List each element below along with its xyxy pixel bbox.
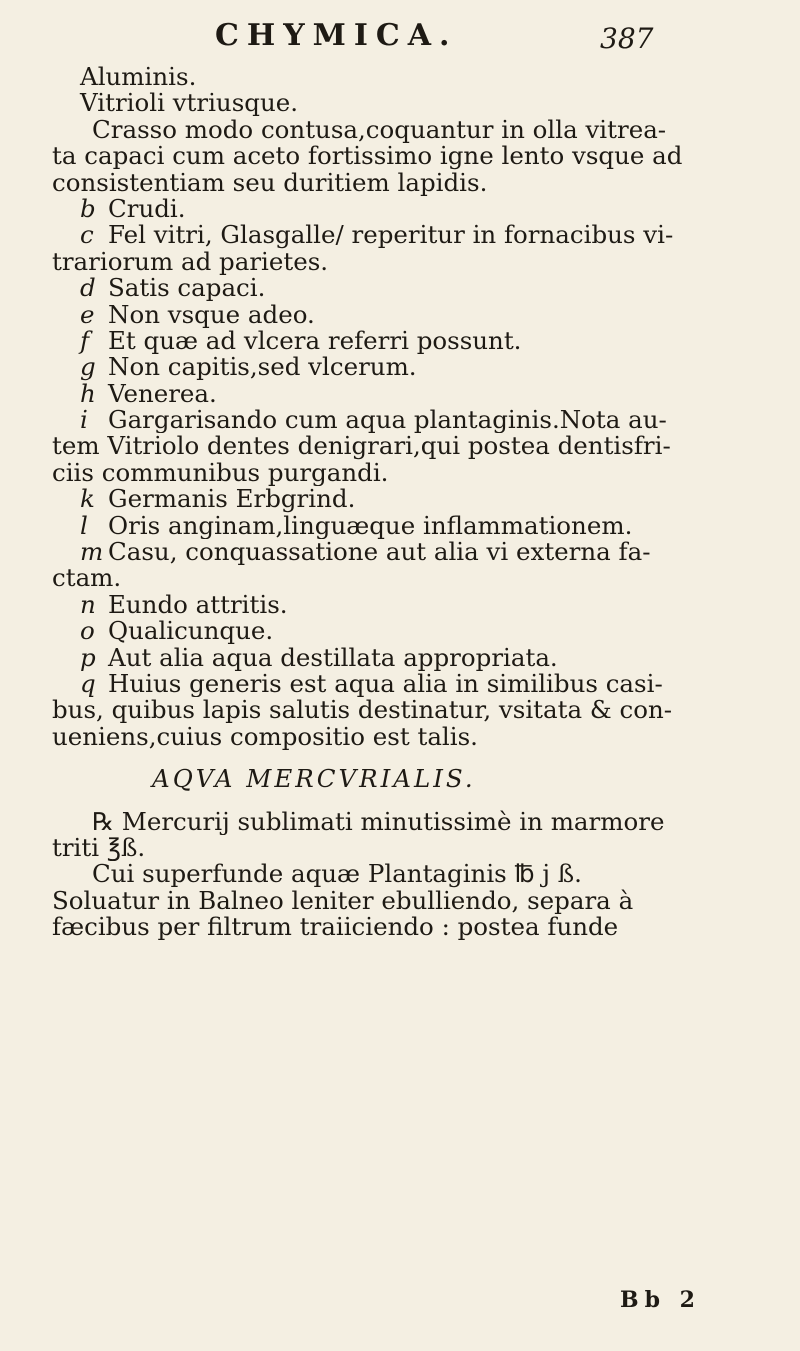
text-line — [52, 592, 772, 618]
running-head: CHYMICA. — [215, 18, 458, 53]
line-text: fæcibus per filtrum traiiciendo : postea funde — [52, 914, 619, 941]
text-line — [52, 354, 772, 380]
line-text: Crasso modo contusa,coquantur in olla vitrea- — [92, 116, 667, 144]
text-line — [52, 724, 772, 750]
note-marker: k — [80, 486, 95, 513]
note-marker: i — [80, 407, 88, 434]
line-text: Oris anginam,linguæque inflammationem. — [108, 512, 633, 540]
line-text: ctam. — [52, 565, 122, 592]
body-text — [52, 64, 772, 941]
signature-mark: Bb 2 — [620, 1287, 701, 1313]
text-line — [52, 64, 772, 90]
line-text: Et quæ ad vlcera referri possunt. — [108, 327, 522, 355]
line-text: Satis capaci. — [108, 275, 266, 302]
line-text: Fel vitri, Glasgalle/ reperitur in fornacibus vi- — [108, 222, 674, 249]
page-header — [0, 18, 800, 60]
section-heading: AQVA MERCVRIALIS. — [152, 766, 476, 793]
text-line — [52, 671, 772, 697]
note-marker: f — [80, 327, 90, 355]
note-marker: n — [80, 591, 96, 619]
text-line — [52, 275, 772, 301]
note-marker: e — [80, 301, 95, 328]
text-line — [52, 565, 772, 591]
line-text: tem Vitriolo dentes denigrari,qui postea dentisfri- — [52, 433, 671, 460]
text-line — [52, 486, 772, 512]
note-marker: g — [80, 354, 96, 381]
text-line — [52, 170, 772, 196]
text-line — [52, 460, 772, 486]
line-text: Soluatur in Balneo leniter ebulliendo, separa à — [52, 887, 634, 915]
text-line — [52, 888, 772, 914]
line-text: Eundo attritis. — [108, 591, 288, 619]
line-text: bus, quibus lapis salutis destinatur, vsitata & con- — [52, 697, 673, 724]
text-line — [52, 407, 772, 433]
note-marker: p — [80, 644, 96, 671]
text-line — [52, 381, 772, 407]
line-text: Gargarisando cum aqua plantaginis.Nota au- — [108, 407, 667, 434]
line-text: ℞ Mercurij sublimati minutissimè in marmore — [92, 808, 665, 835]
note-marker: b — [80, 195, 96, 223]
line-text: ta capaci cum aceto fortissimo igne lento vsque ad — [52, 143, 683, 170]
note-marker: o — [80, 618, 95, 645]
text-line — [52, 697, 772, 723]
page-footer — [0, 1287, 800, 1317]
note-marker: h — [80, 380, 96, 408]
text-line — [52, 645, 772, 671]
line-text: Non vsque adeo. — [108, 301, 315, 328]
line-text: consistentiam seu duritiem lapidis. — [52, 169, 488, 196]
note-marker: m — [80, 539, 104, 566]
line-text: Huius generis est aqua alia in similibus casi- — [108, 670, 663, 698]
line-text: Venerea. — [108, 380, 217, 408]
text-line — [52, 433, 772, 459]
text-line — [52, 914, 772, 940]
page-number: 387 — [600, 22, 654, 55]
note-marker: c — [80, 222, 94, 249]
line-text: Crudi. — [108, 195, 186, 223]
text-line — [52, 196, 772, 222]
text-line — [52, 222, 772, 248]
text-line — [52, 143, 772, 169]
text-line — [52, 90, 772, 116]
line-text: Aluminis. — [80, 64, 197, 91]
text-line — [52, 618, 772, 644]
line-text: Vitrioli vtriusque. — [80, 90, 299, 117]
text-line — [52, 539, 772, 565]
text-line — [52, 809, 772, 835]
line-text: Qualicunque. — [108, 618, 274, 645]
line-text: ciis communibus purgandi. — [52, 459, 389, 487]
text-line — [52, 861, 772, 887]
note-marker: l — [80, 512, 88, 540]
line-text: Cui superfunde aquæ Plantaginis ℔ j ß. — [92, 861, 582, 888]
note-marker: q — [80, 670, 96, 698]
line-text: triti ℥ß. — [52, 834, 146, 862]
text-line — [52, 835, 772, 861]
text-line — [52, 249, 772, 275]
text-line — [52, 117, 772, 143]
line-text: Germanis Erbgrind. — [108, 486, 356, 513]
line-text: Aut alia aqua destillata appropriata. — [108, 644, 558, 671]
text-line — [52, 513, 772, 539]
text-line — [52, 302, 772, 328]
line-text: Casu, conquassatione aut alia vi externa fa- — [108, 539, 651, 566]
line-text: trariorum ad parietes. — [52, 248, 329, 276]
text-line — [52, 328, 772, 354]
line-text: Non capitis,sed vlcerum. — [108, 354, 417, 381]
note-marker: d — [80, 275, 96, 302]
line-text: ueniens,cuius compositio est talis. — [52, 723, 478, 751]
